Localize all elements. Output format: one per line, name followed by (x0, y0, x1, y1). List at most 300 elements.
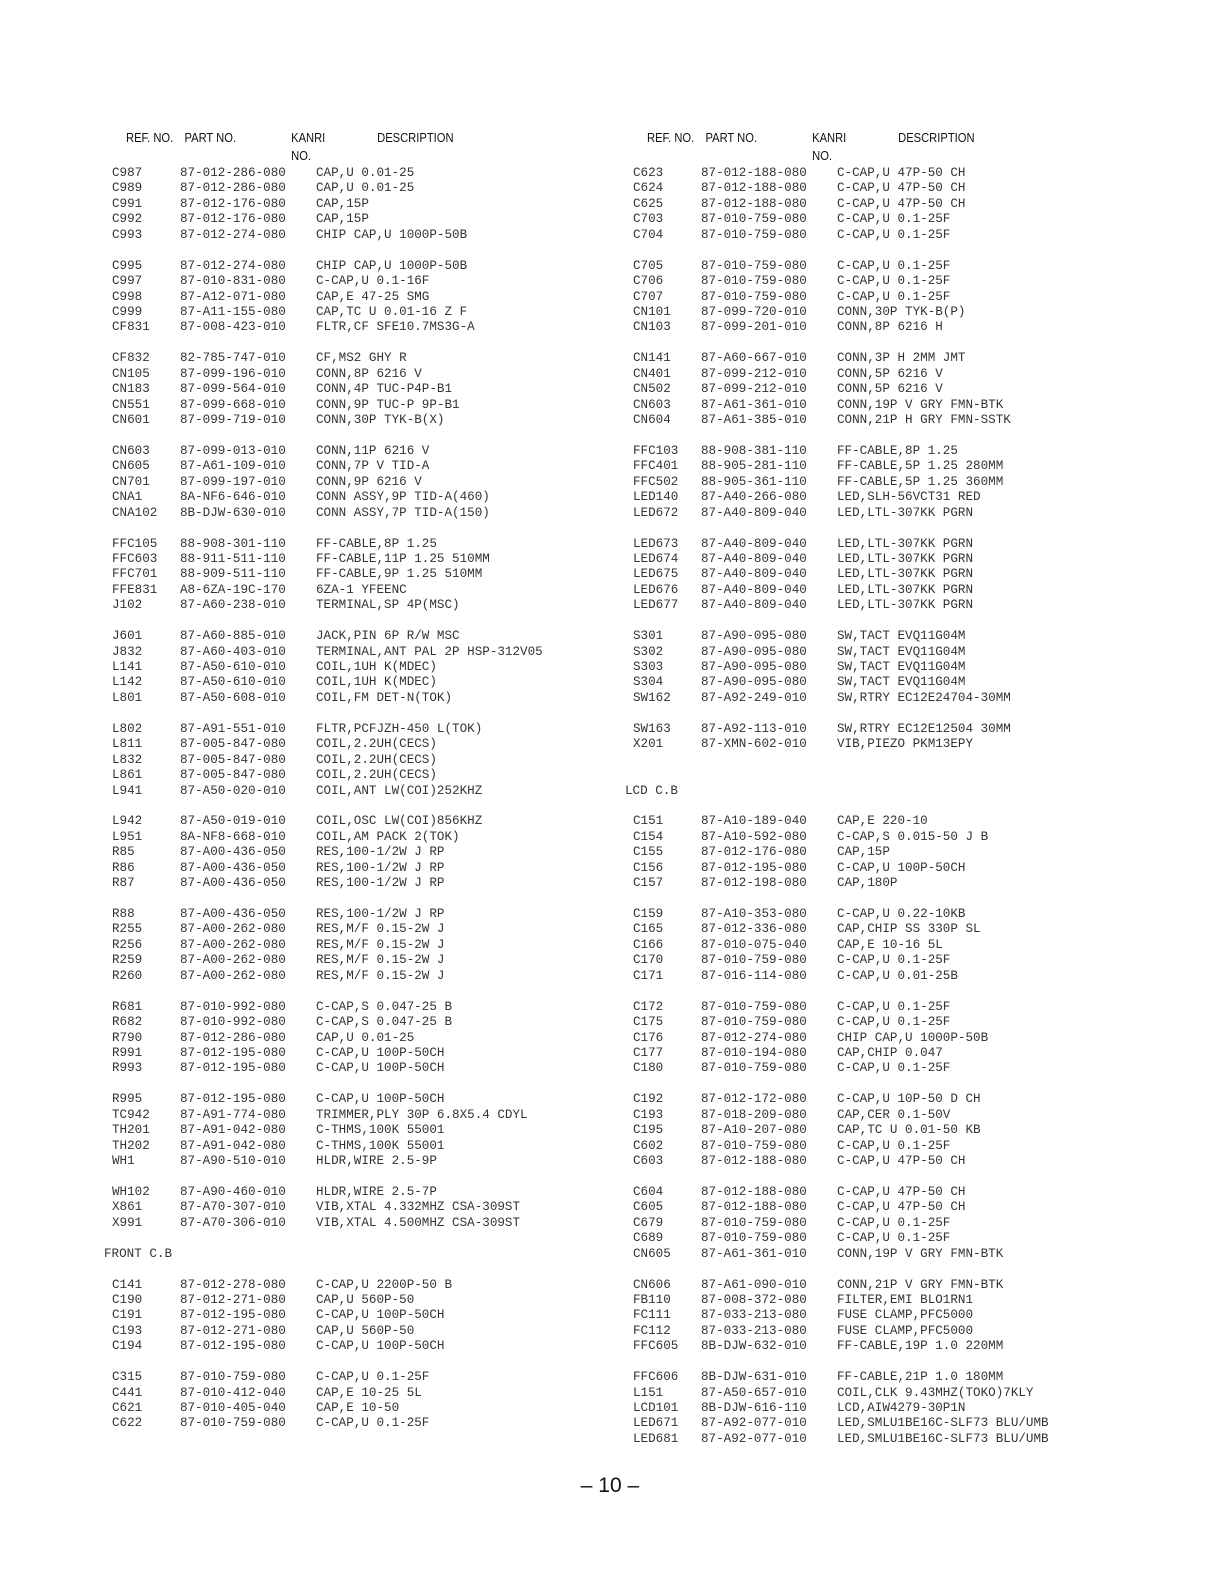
description-cell: FF-CABLE,5P 1.25 280MM (837, 459, 1004, 474)
parts-row (633, 1015, 951, 1030)
description-cell: RES,M/F 0.15-2W J (316, 937, 445, 952)
part-no-cell: 87-010-759-080 (180, 1370, 286, 1385)
description-cell: CAP,E 10-16 5L (837, 937, 943, 952)
ref-no-cell: CN603 (633, 397, 671, 412)
parts-row (112, 907, 445, 922)
parts-row (112, 1401, 400, 1416)
part-no-cell: 87-010-759-080 (701, 1215, 807, 1230)
part-no-cell: 87-A50-608-010 (180, 690, 286, 705)
ref-no-cell: J832 (112, 644, 143, 659)
description-cell: SW,RTRY EC12E12504 30MM (837, 721, 1011, 736)
part-no-cell: 87-010-759-080 (701, 227, 807, 242)
part-no-cell: 87-A92-249-010 (701, 690, 807, 705)
parts-row (633, 413, 1011, 428)
parts-row (112, 551, 490, 567)
parts-row (112, 690, 453, 706)
part-no-cell: 87-010-759-080 (701, 258, 807, 273)
header-kanri: KANRI (812, 130, 847, 145)
description-cell: LED,LTL-307KK PGRN (837, 505, 974, 520)
part-no-cell: 8B-DJW-616-110 (701, 1401, 807, 1415)
ref-no-cell: CNA102 (112, 505, 158, 520)
parts-row (112, 937, 445, 953)
ref-no-cell: S304 (633, 675, 664, 690)
parts-row (633, 181, 966, 196)
part-no-cell: 87-012-198-080 (701, 876, 807, 891)
parts-row (633, 968, 958, 984)
part-no-cell: 87-A91-042-080 (180, 1138, 286, 1153)
description-cell: C-CAP,U 0.1-25F (837, 1061, 951, 1076)
parts-row (633, 721, 1011, 737)
ref-no-cell: L142 (112, 675, 143, 690)
description-cell: SW,TACT EVQ11G04M (837, 660, 966, 674)
part-no-cell: 87-A50-657-010 (701, 1385, 807, 1400)
part-no-cell: 87-012-172-080 (701, 1092, 807, 1107)
description-cell: C-CAP,U 10P-50 D CH (837, 1092, 981, 1107)
part-no-cell: 87-005-847-080 (180, 768, 286, 783)
parts-row (112, 1323, 415, 1339)
part-no-cell: 87-012-188-080 (701, 1184, 807, 1199)
ref-no-cell: L151 (633, 1385, 664, 1400)
description-cell: CONN,8P 6216 V (316, 366, 422, 381)
part-no-cell: 87-012-188-080 (701, 181, 807, 196)
description-cell: CAP,E 10-50 (316, 1401, 400, 1415)
part-no-cell: 8B-DJW-631-010 (701, 1370, 807, 1385)
part-no-cell: 87-A50-020-010 (180, 783, 286, 798)
header-part-no: PART NO. (184, 130, 237, 145)
parts-row (633, 814, 928, 829)
part-no-cell: 87-A90-510-010 (180, 1154, 286, 1168)
description-cell: C-CAP,U 100P-50CH (316, 1045, 445, 1060)
part-no-cell: 87-010-992-080 (180, 1015, 286, 1030)
row-spacer (633, 336, 678, 351)
part-no-cell: 87-A61-090-010 (701, 1277, 807, 1292)
ref-no-cell: C605 (633, 1200, 664, 1215)
parts-row (633, 953, 951, 968)
ref-no-cell: R259 (112, 953, 143, 968)
parts-row (112, 953, 445, 968)
description-cell: CAP,E 220-10 (837, 814, 928, 829)
ref-no-cell: LED673 (633, 536, 679, 551)
ref-no-cell: J102 (112, 598, 143, 613)
row-spacer (633, 1355, 678, 1370)
part-no-cell: 87-A61-361-010 (701, 397, 807, 412)
ref-no-cell: TH201 (112, 1123, 150, 1138)
row-spacer (633, 799, 678, 814)
description-cell: LED,LTL-307KK PGRN (837, 551, 974, 566)
description-cell: C-CAP,U 0.1-25F (837, 953, 951, 968)
part-no-cell: 87-A10-207-080 (701, 1123, 807, 1138)
parts-row (633, 366, 943, 382)
part-no-cell: 87-A92-077-010 (701, 1416, 807, 1431)
parts-row (112, 505, 490, 521)
parts-row (633, 1200, 966, 1215)
ref-no-cell: L811 (112, 737, 143, 752)
header-part-no: PART NO. (705, 130, 758, 145)
part-no-cell: 87-A50-610-010 (180, 660, 286, 674)
ref-no-cell: TH202 (112, 1138, 150, 1153)
ref-no-cell: L802 (112, 721, 143, 736)
description-cell: FF-CABLE,11P 1.25 510MM (316, 551, 490, 566)
part-no-cell: 87-010-992-080 (180, 999, 286, 1014)
description-cell: COIL,2.2UH(CECS) (316, 752, 437, 767)
ref-no-cell: FFC103 (633, 443, 679, 458)
part-no-cell: 87-A50-019-010 (180, 814, 286, 829)
parts-row (112, 181, 415, 196)
parts-row (112, 320, 475, 335)
description-cell: LED,LTL-307KK PGRN (837, 598, 974, 613)
part-no-cell: 87-010-759-080 (701, 212, 807, 227)
ref-no-cell: LCD101 (633, 1401, 679, 1415)
ref-no-cell: FFC502 (633, 474, 679, 489)
row-spacer (633, 614, 678, 629)
parts-row (112, 274, 430, 289)
description-cell: LED,SMLU1BE16C-SLF73 BLU/UMB (837, 1416, 1049, 1431)
part-no-cell: 87-010-412-040 (180, 1385, 286, 1400)
ref-no-cell: C989 (112, 181, 143, 196)
description-cell: CAP,U 0.01-25 (316, 181, 415, 196)
parts-row (112, 675, 437, 690)
description-cell: C-THMS,100K 55001 (316, 1123, 445, 1138)
description-cell: COIL,2.2UH(CECS) (316, 768, 437, 783)
ref-no-cell: L832 (112, 752, 143, 767)
ref-no-cell: R256 (112, 937, 143, 952)
row-spacer (633, 768, 678, 783)
ref-no-cell: C141 (112, 1277, 143, 1292)
part-no-cell: 87-A61-361-010 (701, 1246, 807, 1261)
ref-no-cell: C159 (633, 907, 664, 921)
part-no-cell: 87-A00-262-080 (180, 922, 286, 937)
description-cell: COIL,OSC LW(COI)856KHZ (316, 814, 483, 829)
description-cell: VIB,PIEZO PKM13EPY (837, 737, 974, 752)
parts-row (633, 660, 966, 675)
description-cell: C-CAP,U 2200P-50 B (316, 1277, 453, 1292)
part-no-cell: 87-099-212-010 (701, 382, 807, 397)
ref-no-cell: C156 (633, 860, 664, 875)
parts-row (633, 1385, 1034, 1401)
ref-no-cell: L942 (112, 814, 143, 829)
description-cell: C-CAP,U 47P-50 CH (837, 1154, 966, 1168)
ref-no-cell: R790 (112, 1030, 143, 1045)
part-no-cell: 87-010-759-080 (701, 274, 807, 289)
header-kanri-no: NO. (812, 148, 833, 163)
row-spacer (633, 428, 678, 443)
parts-row (112, 582, 407, 598)
part-no-cell: 87-A90-460-010 (180, 1184, 286, 1199)
description-cell: TRIMMER,PLY 30P 6.8X5.4 CDYL (316, 1107, 528, 1122)
parts-row (112, 1107, 528, 1123)
description-cell: RES,M/F 0.15-2W J (316, 922, 445, 937)
part-no-cell: 88-908-381-110 (701, 443, 807, 458)
ref-no-cell: CN551 (112, 397, 150, 412)
part-no-cell: 87-033-213-080 (701, 1323, 807, 1338)
description-cell: CONN,8P 6216 H (837, 320, 943, 335)
description-cell: CAP,15P (316, 212, 369, 227)
part-no-cell: 8A-NF6-646-010 (180, 490, 286, 505)
description-cell: C-CAP,U 47P-50 CH (837, 1200, 966, 1215)
ref-no-cell: C623 (633, 166, 664, 180)
description-cell: C-CAP,S 0.047-25 B (316, 999, 453, 1014)
part-no-cell: 87-A40-809-040 (701, 567, 807, 582)
parts-row (633, 999, 951, 1015)
row-spacer (112, 799, 172, 814)
parts-row (112, 660, 437, 675)
part-no-cell: 87-A60-238-010 (180, 598, 286, 613)
parts-row (112, 397, 460, 413)
row-spacer (633, 1169, 678, 1184)
parts-row (112, 845, 445, 860)
row-spacer (112, 1355, 172, 1370)
ref-no-cell: C192 (633, 1092, 664, 1107)
ref-no-cell: X991 (112, 1215, 143, 1230)
ref-no-cell: FB110 (633, 1292, 671, 1307)
ref-no-cell: LED675 (633, 567, 679, 582)
ref-no-cell: CF832 (112, 351, 150, 366)
part-no-cell: 87-012-188-080 (701, 196, 807, 211)
ref-no-cell: R993 (112, 1061, 143, 1076)
parts-row (112, 1045, 445, 1061)
row-spacer (112, 1077, 172, 1092)
description-cell: CHIP CAP,U 1000P-50B (316, 227, 468, 242)
ref-no-cell: R995 (112, 1092, 143, 1107)
ref-no-cell: C193 (112, 1323, 143, 1338)
row-spacer (112, 1262, 172, 1277)
parts-row (112, 413, 445, 428)
ref-no-cell: C624 (633, 181, 664, 196)
parts-row (633, 1416, 1049, 1431)
parts-row (112, 1154, 437, 1169)
ref-no-cell: FC111 (633, 1308, 671, 1323)
description-cell: CONN,9P 6216 V (316, 474, 422, 489)
ref-no-cell: C703 (633, 212, 664, 227)
part-no-cell: 87-008-372-080 (701, 1292, 807, 1307)
description-cell: CAP,CER 0.1-50V (837, 1107, 951, 1122)
description-cell: C-CAP,S 0.015-50 J B (837, 829, 989, 844)
description-cell: CAP,U 560P-50 (316, 1323, 415, 1338)
description-cell: RES,100-1/2W J RP (316, 860, 445, 875)
parts-row (633, 937, 943, 953)
row-spacer (633, 892, 678, 907)
ref-no-cell: C194 (112, 1339, 143, 1354)
part-no-cell: 87-099-196-010 (180, 366, 286, 381)
description-cell: VIB,XTAL 4.500MHZ CSA-309ST (316, 1215, 521, 1230)
parts-row (112, 768, 437, 783)
parts-row (112, 1292, 415, 1308)
ref-no-cell: C991 (112, 196, 143, 211)
description-cell: FUSE CLAMP,PFC5000 (837, 1323, 974, 1338)
description-cell: CAP,TC U 0.01-16 Z F (316, 304, 468, 319)
description-cell: C-CAP,U 0.1-25F (837, 212, 951, 227)
part-no-cell: 87-010-075-040 (701, 937, 807, 952)
ref-no-cell: FFC606 (633, 1370, 679, 1385)
ref-no-cell: LED672 (633, 505, 679, 520)
description-cell: LED,SLH-56VCT31 RED (837, 490, 981, 505)
header-kanri: KANRI (291, 130, 326, 145)
parts-row (112, 1138, 445, 1154)
ref-no-cell: R85 (112, 845, 135, 860)
ref-no-cell: C622 (112, 1416, 143, 1431)
parts-row (112, 474, 422, 490)
parts-row (112, 1385, 422, 1401)
parts-row (633, 1246, 1004, 1262)
ref-no-cell: C170 (633, 953, 664, 968)
part-no-cell: 87-A70-307-010 (180, 1200, 286, 1215)
parts-row (633, 490, 981, 505)
parts-row (633, 922, 981, 937)
ref-no-cell: C604 (633, 1184, 664, 1199)
parts-row (633, 1123, 981, 1138)
ref-no-cell: LED671 (633, 1416, 679, 1431)
part-no-cell: 88-908-301-110 (180, 536, 286, 551)
parts-row (633, 1370, 1004, 1385)
description-cell: COIL,ANT LW(COI)252KHZ (316, 783, 483, 798)
parts-list-left (104, 166, 543, 1432)
parts-row (112, 968, 445, 984)
parts-row (633, 551, 974, 567)
ref-no-cell: C707 (633, 289, 664, 304)
parts-row (112, 1416, 430, 1431)
ref-no-cell: CN606 (633, 1277, 671, 1292)
parts-row (633, 1107, 951, 1123)
parts-row (112, 212, 369, 227)
ref-no-cell: FC112 (633, 1323, 671, 1338)
part-no-cell: 87-012-286-080 (180, 166, 286, 180)
description-cell: COIL,2.2UH(CECS) (316, 737, 437, 752)
parts-row (112, 567, 483, 582)
description-cell: LED,LTL-307KK PGRN (837, 582, 974, 597)
description-cell: FILTER,EMI BLO1RN1 (837, 1292, 974, 1307)
ref-no-cell: FFC105 (112, 536, 158, 551)
ref-no-cell: C180 (633, 1061, 664, 1076)
parts-row (633, 1431, 1049, 1447)
description-cell: C-CAP,U 47P-50 CH (837, 1184, 966, 1199)
row-spacer (112, 243, 172, 258)
parts-row (112, 644, 543, 660)
description-cell: RES,M/F 0.15-2W J (316, 968, 445, 983)
ref-no-cell: R87 (112, 876, 135, 891)
description-cell: CAP,U 0.01-25 (316, 1030, 415, 1045)
description-cell: C-CAP,U 0.1-25F (837, 1215, 951, 1230)
parts-row (633, 1061, 951, 1076)
description-cell: CONN,19P V GRY FMN-BTK (837, 1246, 1004, 1261)
part-no-cell: 87-A60-403-010 (180, 644, 286, 659)
part-no-cell: 87-A91-042-080 (180, 1123, 286, 1138)
description-cell: C-CAP,S 0.047-25 B (316, 1015, 453, 1030)
description-cell: COIL,1UH K(MDEC) (316, 660, 437, 674)
parts-row (633, 644, 966, 660)
parts-row (633, 1184, 966, 1200)
description-cell: RES,M/F 0.15-2W J (316, 953, 445, 968)
part-no-cell: 87-A91-774-080 (180, 1107, 286, 1122)
parts-row (112, 783, 483, 799)
description-cell: FF-CABLE,8P 1.25 (316, 536, 437, 551)
ref-no-cell: S303 (633, 660, 664, 674)
ref-no-cell: C602 (633, 1138, 664, 1153)
part-no-cell: 87-010-759-080 (180, 1416, 286, 1431)
parts-row (112, 459, 430, 474)
parts-row (633, 582, 974, 598)
ref-no-cell: S301 (633, 629, 664, 644)
ref-no-cell: C997 (112, 274, 143, 289)
ref-no-cell: X201 (633, 737, 664, 752)
parts-row (112, 366, 422, 382)
parts-row (112, 227, 468, 243)
ref-no-cell: L951 (112, 829, 143, 844)
parts-row (112, 1061, 445, 1076)
parts-row (112, 814, 483, 829)
description-cell: CAP,180P (837, 876, 898, 891)
description-cell: C-CAP,U 47P-50 CH (837, 181, 966, 196)
part-no-cell: 87-012-278-080 (180, 1277, 286, 1292)
description-cell: SW,TACT EVQ11G04M (837, 629, 966, 644)
ref-no-cell: C621 (112, 1401, 143, 1415)
ref-no-cell: S302 (633, 644, 664, 659)
part-no-cell: 87-005-847-080 (180, 752, 286, 767)
ref-no-cell: CN502 (633, 382, 671, 397)
page-number: – 10 – (580, 1474, 640, 1497)
description-cell: C-CAP,U 47P-50 CH (837, 196, 966, 211)
parts-row (633, 1292, 974, 1308)
parts-row (112, 166, 415, 181)
parts-row (112, 304, 468, 320)
description-cell: C-CAP,U 0.01-25B (837, 968, 958, 983)
part-no-cell: 87-012-274-080 (180, 227, 286, 242)
description-cell: CONN,5P 6216 V (837, 382, 943, 397)
parts-row (112, 289, 430, 305)
parts-row (112, 922, 445, 937)
description-cell: C-CAP,U 0.1-25F (837, 289, 951, 304)
ref-no-cell: R681 (112, 999, 143, 1014)
part-no-cell: 87-A90-095-080 (701, 675, 807, 690)
part-no-cell: 87-A40-266-080 (701, 490, 807, 505)
ref-no-cell: C177 (633, 1045, 664, 1060)
part-no-cell: 87-A00-436-050 (180, 907, 286, 921)
part-no-cell: 87-A00-262-080 (180, 968, 286, 983)
description-cell: CONN,21P H GRY FMN-SSTK (837, 413, 1011, 427)
ref-no-cell: CN401 (633, 366, 671, 381)
description-cell: CONN,3P H 2MM JMT (837, 351, 966, 366)
part-no-cell: 87-010-759-080 (701, 289, 807, 304)
row-spacer (112, 706, 172, 721)
description-cell: FLTR,PCFJZH-450 L(TOK) (316, 721, 483, 736)
part-no-cell: 87-012-176-080 (180, 196, 286, 211)
ref-no-cell: CN601 (112, 413, 150, 427)
ref-no-cell: CN141 (633, 351, 671, 366)
row-spacer (633, 243, 678, 258)
ref-no-cell: FFE831 (112, 582, 158, 597)
description-cell: 6ZA-1 YFEENC (316, 582, 407, 597)
ref-no-cell: LED677 (633, 598, 679, 613)
part-no-cell: 87-012-195-080 (701, 860, 807, 875)
header-ref-no: REF. NO. (126, 130, 174, 145)
parts-row (112, 196, 369, 212)
description-cell: CONN,5P 6216 V (837, 366, 943, 381)
part-no-cell: 87-008-423-010 (180, 320, 286, 335)
parts-row (633, 690, 1011, 706)
parts-row (633, 1401, 966, 1416)
ref-no-cell: SW162 (633, 690, 671, 705)
part-no-cell: 87-010-759-080 (701, 1138, 807, 1153)
parts-row (112, 1215, 521, 1231)
part-no-cell: 87-A00-262-080 (180, 937, 286, 952)
ref-no-cell: C705 (633, 258, 664, 273)
part-no-cell: 87-010-759-080 (701, 953, 807, 968)
part-no-cell: 8A-NF8-668-010 (180, 829, 286, 844)
ref-no-cell: C992 (112, 212, 143, 227)
parts-row (633, 907, 966, 922)
parts-row (633, 1215, 951, 1231)
ref-no-cell: WH1 (112, 1154, 135, 1168)
parts-row (633, 1323, 974, 1339)
